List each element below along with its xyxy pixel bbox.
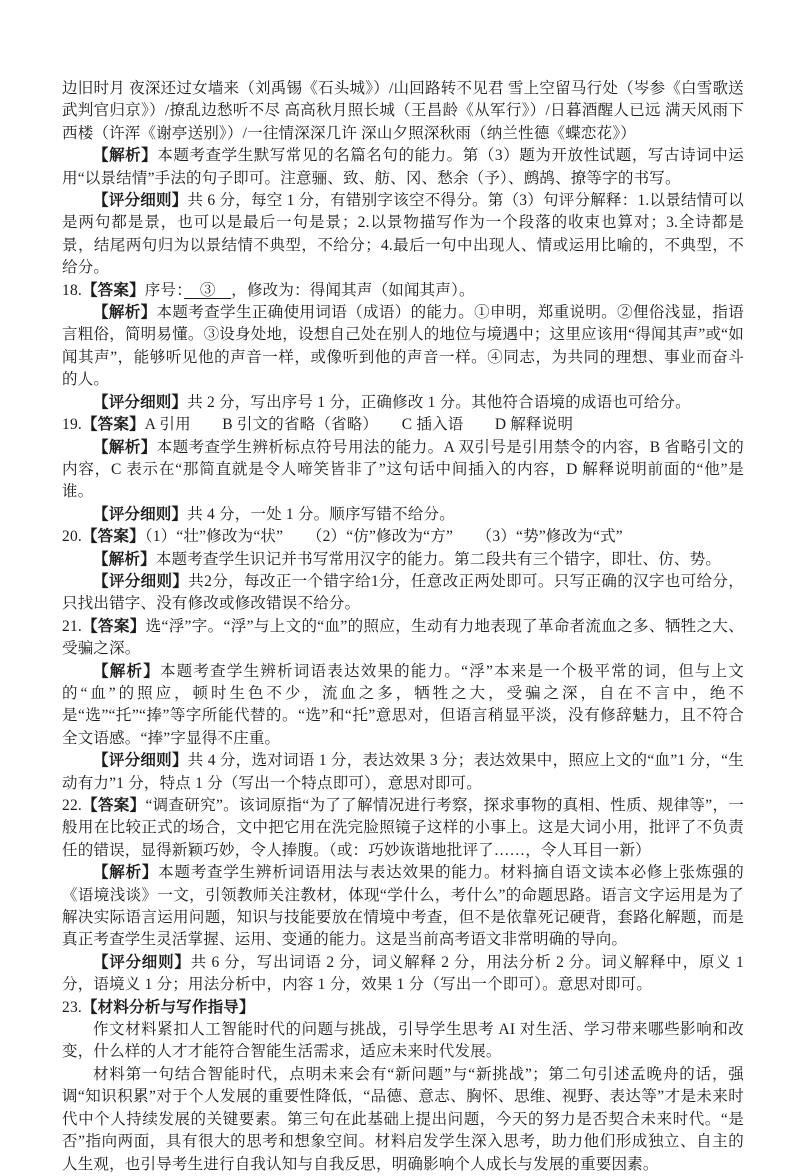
section-label: 【评分细则】 bbox=[93, 393, 188, 411]
paragraph-text: 本题考查学生默写常见的名篇名句的能力。第（3）题为开放性试题，写古诗词中运用“以景结情”手法的句子即可。注意骊、致、舫、冈、愁余（予）、鹧鸪、撩等字的书写。 bbox=[62, 147, 744, 187]
paragraph-text: 作文材料紧扣人工智能时代的问题与挑战，引导学生思考 AI 对生活、学习带来哪些影响和改变，什么样的人才才能符合智能生活需求，适应未来时代发展。 bbox=[62, 1021, 744, 1061]
paragraph-text: 本题考查学生辨析标点符号用法的能力。A 双引号是引用禁令的内容，B 省略引文的内容，C 表示在“那简直就是令人啼笑皆非了”这句话中间插入的内容，D 解释说明前面的“他”是谁。 bbox=[62, 438, 744, 501]
section-label: 【解析】 bbox=[93, 864, 159, 882]
answer-18 bbox=[62, 280, 744, 302]
paragraph-text: 本题考查学生辨析词语表达效果的能力。“浮”本来是一个极平常的词，但与上文的“血”的照应，顿时生色不少，流血之多，牺牲之大，受骗之深，自在不言中，绝不是“选”“托”“捧”等字所能代替的。“选”和“托”意思对，但语言稍显平淡，没有修辞魅力，且不符合全文语感。“捧”字显得不庄重。 bbox=[62, 662, 744, 747]
section-label: 【答案】 bbox=[81, 528, 145, 546]
paragraph-text: 本题考查学生辨析词语用法与表达效果的能力。材料摘自语文读本必修上张炼强的《语境浅谈》一文，引领教师关注教材，体现“学什么，考什么”的命题思路。语言文字运用是为了解决实际语言运用问题，知识与技能要放在情境中考查，但不是依靠死记硬背，套路化解题，而是真正考查学生灵活掌握、运用、变通的能力。这是当前高考语文非常明确的导向。 bbox=[62, 864, 745, 949]
heading-23 bbox=[62, 997, 744, 1019]
paragraph-text: （1）“壮”修改为“状” （2）“仿”修改为“方” （3）“势”修改为“式” bbox=[144, 528, 623, 546]
paragraph-text: 本题考查学生正确使用词语（成语）的能力。①申明，郑重说明。②俚俗浅显，指语言粗俗，简明易懂。③设身处地，设想自己处在别人的地位与境遇中；这里应该用“得闻其声”或“如闻其声”，能够听见他的声音一样，或像听到他的声音一样。④同志，为共同的理想、事业而奋斗的人。 bbox=[62, 304, 744, 389]
paragraph-text: 本题考查学生识记并书写常用汉字的能力。第二段共有三个错字，即壮、仿、势。 bbox=[155, 550, 722, 568]
section-label: 【答案】 bbox=[81, 797, 146, 814]
scoring-20 bbox=[62, 571, 744, 616]
analysis-20 bbox=[62, 549, 744, 571]
paragraph-text: 共 6 分，写出词语 2 分，词义解释 2 分，用法分析 2 分。词义解释中，原义 1 分，语境义 1 分；用法分析中，内容 1 分，效果 1 分（写出一个即可）。意思对即可。 bbox=[62, 953, 744, 994]
answer-21 bbox=[62, 616, 744, 661]
paragraph-text: “调查研究”。该词原指“为了了解情况进行考察，探求事物的真相、性质、规律等”，一般用在比较正式的场合，文中把它用在洗完脸照镜子这样的小事上。这是大词小用，批评了不负责任的错误，显得新颖巧妙，令人捧腹。（或：巧妙诙谐地批评了……，令人耳目一新） bbox=[62, 797, 744, 859]
question-number: 21. bbox=[62, 617, 82, 635]
paragraph-text: 共2分，每改正一个错字给1分，任意改正两处即可。只写正确的汉字也可给分，只找出错字、没有修改或修改错误不给分。 bbox=[62, 572, 745, 613]
scoring-17 bbox=[62, 190, 744, 280]
analysis-22 bbox=[62, 862, 744, 952]
question-number: 20. bbox=[62, 528, 82, 546]
question-number: 22. bbox=[62, 797, 82, 814]
section-label: 【解析】 bbox=[93, 438, 157, 456]
question-number: 19. bbox=[62, 416, 82, 434]
writing-guide-para-2 bbox=[62, 1064, 744, 1176]
section-label: 【答案】 bbox=[81, 281, 145, 299]
section-label: 【答案】 bbox=[81, 416, 145, 434]
paragraph-text: 材料第一句结合智能时代，点明未来会有“新问题”与“新挑战”；第二句引述孟晚舟的话，强调“知识积累”对于个人发展的重要性降低，“品德、意志、胸怀、思维、视野、表达等”才是未来时代中个人持续发展的关键要素。第三句在此基础上提出问题，今天的努力是否契合未来时代。“是否”指向两面，具有很大的思考和想象空间。材料启发学生深入思考，助力他们形成独立、自主的人生观，也引导考生进行自我认知与自我反思，明确影响个人成长与发展的重要因素。 bbox=[62, 1065, 744, 1173]
analysis-18 bbox=[62, 302, 744, 392]
analysis-19 bbox=[62, 437, 744, 504]
answer-19 bbox=[62, 414, 744, 436]
scoring-22 bbox=[62, 952, 744, 997]
section-label: 【评分细则】 bbox=[93, 953, 191, 971]
paragraph-text: 边旧时月 夜深还过女墙来（刘禹锡《石头城》）/山回路转不见君 雪上空留马行处（岑参《白雪歌送武判官归京》）/撩乱边愁听不尽 高高秋月照长城（王昌龄《从军行》）/日暮酒醒人已远 满天风雨下西楼（许浑《谢亭送别》）/一往情深深几许 深山夕照深秋雨（纳兰性德《蝶恋花》） bbox=[62, 80, 744, 142]
paragraph-text: 共 4 分，选对词语 1 分，表达效果 3 分；表达效果中，照应上文的“血”1 分，“生动有力”1 分，特点 1 分（写出一个特点即可），意思对即可。 bbox=[62, 752, 744, 792]
analysis-17 bbox=[62, 145, 744, 190]
paragraph-text: ，修改为：得闻其声（如闻其声）。 bbox=[231, 281, 475, 299]
section-label: 【解析】 bbox=[93, 662, 160, 680]
scoring-21 bbox=[62, 750, 744, 795]
section-label: 【评分细则】 bbox=[93, 505, 188, 523]
paragraph-text: 选“浮”字。“浮”与上文的“血”的照应，生动有力地表现了革命者流血之多、牺牲之大、受骗之深。 bbox=[62, 617, 744, 658]
answer-20 bbox=[62, 526, 744, 548]
section-label: 【解析】 bbox=[93, 550, 156, 568]
section-label: 【答案】 bbox=[81, 617, 146, 635]
section-label: 【解析】 bbox=[93, 147, 158, 165]
paragraph-text: 共 4 分，一处 1 分。顺序写错不给分。 bbox=[187, 505, 455, 523]
paragraph-text: A 引用 B 引文的省略（省略） C 插入语 D 解释说明 bbox=[144, 416, 574, 434]
section-label: 【评分细则】 bbox=[93, 752, 188, 770]
answer-22 bbox=[62, 795, 744, 862]
question-number: 23. bbox=[62, 998, 82, 1016]
paragraph-text: 共 6 分，每空 1 分，有错别字该空不得分。第（3）句评分解释：1.以景结情可以是两句都是景，也可以是最后一句是景；2.以景物描写作为一个段落的收束也算对；3.全诗都是景，结尾两句归为以景结情不典型，不给分；4.最后一句中出现人、情或运用比喻的，不典型，不给分。 bbox=[62, 192, 745, 277]
writing-guide-para-1 bbox=[62, 1019, 744, 1064]
scoring-19 bbox=[62, 504, 744, 526]
underlined-blank: ③ bbox=[184, 281, 232, 299]
paragraph-text: 共 2 分，写出序号 1 分，正确修改 1 分。其他符合语境的成语也可给分。 bbox=[187, 393, 691, 411]
section-label: 【评分细则】 bbox=[93, 192, 188, 210]
section-label: 【材料分析与写作指导】 bbox=[81, 998, 255, 1016]
question-number: 18. bbox=[62, 281, 82, 299]
section-label: 【解析】 bbox=[93, 304, 157, 322]
paragraph-text: 序号： bbox=[144, 281, 185, 299]
section-label: 【评分细则】 bbox=[93, 572, 189, 590]
answer-17-continuation bbox=[62, 78, 744, 145]
analysis-21 bbox=[62, 661, 744, 751]
scoring-18 bbox=[62, 392, 744, 414]
